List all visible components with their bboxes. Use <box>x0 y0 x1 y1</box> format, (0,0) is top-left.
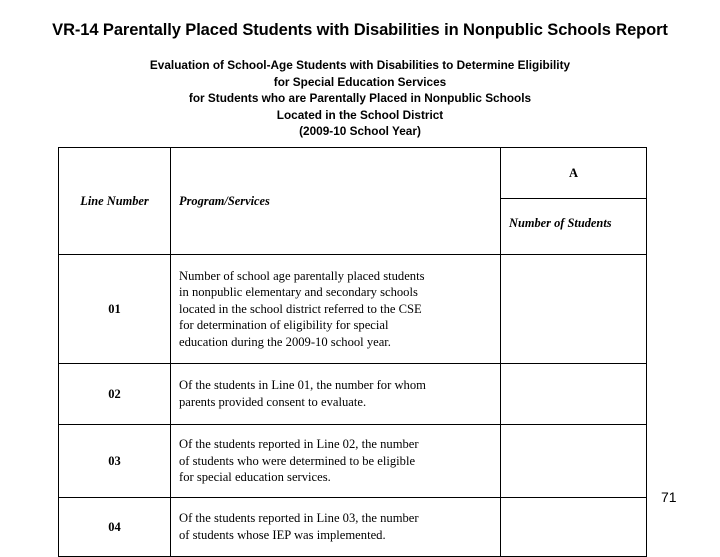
row-value-cell[interactable] <box>501 364 647 425</box>
row-description-line: education during the 2009-10 school year. <box>179 334 391 349</box>
subtitle-line-4: Located in the School District <box>276 107 444 122</box>
row-description-line: parents provided consent to evaluate. <box>179 395 367 409</box>
row-value-cell[interactable] <box>501 425 647 498</box>
row-description <box>171 255 501 364</box>
subtitle-block <box>0 57 720 140</box>
row-line-number: 02 <box>59 364 171 425</box>
row-description <box>171 498 501 557</box>
report-table <box>58 147 647 557</box>
row-description-line: of students whose IEP was implemented. <box>179 528 386 542</box>
row-description-line: for determination of eligibility for special <box>179 318 389 333</box>
page-title: VR-14 Parentally Placed Students with Disabilities in Nonpublic Schools Report <box>52 21 668 39</box>
row-line-number: 04 <box>59 498 171 557</box>
row-description <box>171 425 501 498</box>
header-number-of-students: Number of Students <box>501 199 647 255</box>
row-value-cell[interactable] <box>501 255 647 364</box>
page-number: 71 <box>661 489 677 505</box>
subtitle-line-5: (2009-10 School Year) <box>299 124 421 138</box>
row-description-line: Of the students in Line 01, the number for whom <box>179 378 426 393</box>
row-description-line: Number of school age parentally placed students <box>179 268 425 283</box>
table-row <box>59 255 647 364</box>
header-program-services: Program/Services <box>171 148 501 255</box>
header-line-number: Line Number <box>59 148 171 255</box>
row-description-line: in nonpublic elementary and secondary schools <box>179 285 418 300</box>
row-value-cell[interactable] <box>501 498 647 557</box>
table-header-row-top <box>59 148 647 199</box>
table-row <box>59 425 647 498</box>
subtitle-line-2: for Special Education Services <box>273 74 447 89</box>
table-row <box>59 364 647 425</box>
row-description-line: located in the school district referred to the CSE <box>179 301 422 316</box>
row-description-line: for special education services. <box>179 470 331 485</box>
row-description-line: Of the students reported in Line 03, the number <box>179 511 419 526</box>
row-line-number: 03 <box>59 425 171 498</box>
table-row <box>59 498 647 557</box>
row-line-number: 01 <box>59 255 171 364</box>
subtitle-line-1: Evaluation of School-Age Students with Disabilities to Determine Eligibility <box>149 58 571 72</box>
subtitle-line-3: for Students who are Parentally Placed in Nonpublic Schools <box>188 91 532 105</box>
row-description-line: Of the students reported in Line 02, the number <box>179 437 419 452</box>
header-column-letter-a: A <box>501 148 647 199</box>
row-description-line: of students who were determined to be eligible <box>179 453 416 468</box>
row-description <box>171 364 501 425</box>
